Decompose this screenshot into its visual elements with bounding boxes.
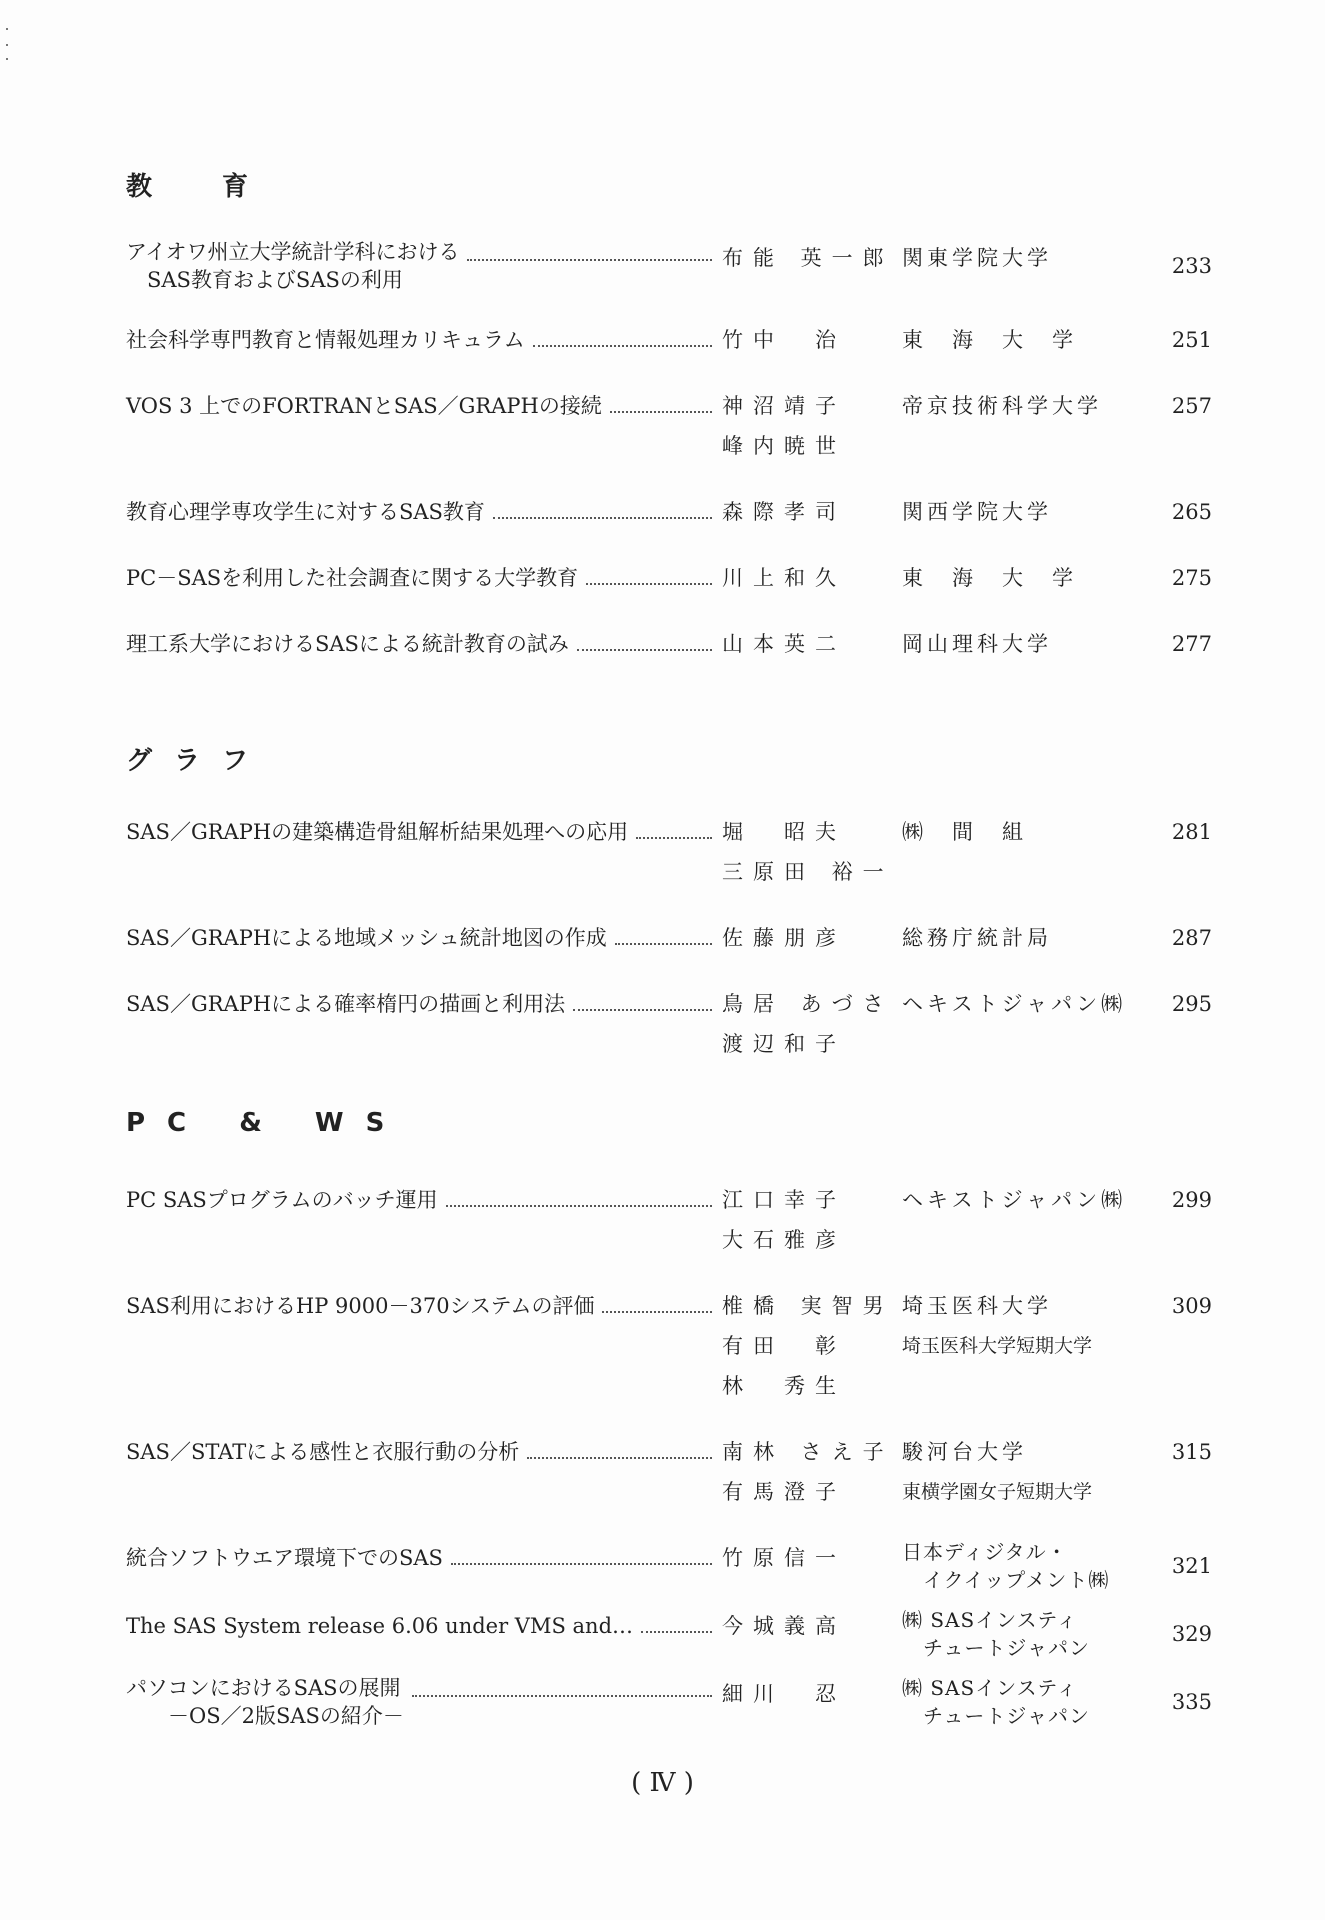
toc-entry [126,320,1216,360]
toc-entry [126,558,1216,598]
entry-authors [722,492,902,532]
dot-leader [446,1205,712,1207]
dot-leader [577,649,712,651]
entry-title-column [126,1606,722,1646]
entry-authors [722,1538,902,1578]
entry-title: VOS 3 上でのFORTRANとSAS／GRAPHの接続 [126,394,602,418]
author-name: 堀 昭夫 [722,820,846,844]
author-name: 川上和久 [722,566,846,590]
entry-affiliation [902,918,1142,958]
entry-affiliation [902,1432,1142,1512]
entry-title-column [126,918,722,958]
entry-title: SAS利用におけるHP 9000－370システムの評価 [126,1294,595,1318]
entry-affiliation [902,624,1142,664]
page-number: 281 [1171,820,1212,844]
author-name: 三原田 裕一 [722,860,894,884]
entry-affiliation [902,812,1142,852]
affiliation-line: 総務庁統計局 [902,926,1052,950]
toc-entry [126,984,1216,1064]
toc-entry [126,624,1216,664]
affiliation-line: ヘキストジャパン㈱ [902,992,1127,1016]
dot-leader [467,259,712,261]
entry-authors [722,1674,902,1714]
toc-entry [126,1674,1216,1730]
entry-title-column [126,1432,722,1472]
affiliation-line: 東横学園女子短期大学 [902,1481,1093,1503]
affiliation-line: イクイップメント㈱ [902,1568,1110,1592]
page-number: 329 [1171,1622,1212,1646]
entry-title-column [126,624,722,664]
affiliation-line: チュートジャパン [902,1704,1090,1728]
author-name: 今城義高 [722,1614,846,1638]
affiliation-line: 埼玉医科大学短期大学 [902,1335,1093,1357]
author-name: 森際孝司 [722,500,846,524]
entry-authors [722,624,902,664]
author-name: 峰内暁世 [722,434,846,458]
entry-authors [722,984,902,1064]
page-number: 265 [1171,500,1212,524]
entry-authors [722,320,902,360]
dot-leader [527,1457,712,1459]
entry-title: The SAS System release 6.06 under VMS and… [126,1614,634,1638]
entry-title: アイオワ州立大学統計学科における [126,240,460,264]
toc-entry [126,1606,1216,1662]
author-name: 細川 忍 [722,1682,846,1706]
author-name: 有馬澄子 [722,1480,846,1504]
affiliation-line: 東 海 大 学 [902,566,1077,590]
page-number: 315 [1171,1440,1212,1464]
toc-entry [126,492,1216,532]
dot-leader [610,411,712,413]
section-graph [126,740,1216,1090]
section-pc-ws [126,1108,1216,1742]
page-number: 309 [1171,1294,1212,1318]
affiliation-line: 関西学院大学 [902,500,1052,524]
entry-affiliation [902,1286,1142,1366]
entry-affiliation [902,320,1142,360]
dot-leader [573,1009,712,1011]
entry-title: PC SASプログラムのバッチ運用 [126,1188,438,1212]
entry-affiliation [902,1674,1142,1730]
dot-leader [641,1631,712,1633]
dot-leader [533,345,712,347]
entry-title: 理工系大学におけるSASによる統計教育の試み [126,632,569,656]
entry-title: PC－SASを利用した社会調査に関する大学教育 [126,566,579,590]
affiliation-line: 駿河台大学 [902,1440,1027,1464]
entry-affiliation [902,984,1142,1024]
dot-leader [412,1695,712,1697]
entry-affiliation [902,386,1142,426]
page-number: 277 [1171,632,1212,656]
page-number: 233 [1171,254,1212,278]
dot-leader [586,583,712,585]
page-number: 321 [1171,1554,1212,1578]
affiliation-line: ヘキストジャパン㈱ [902,1188,1127,1212]
section-title: 教 育 [126,172,271,202]
scan-mark [6,28,8,30]
entry-authors [722,238,902,278]
entry-title-column [126,320,722,360]
author-name: 有田 彰 [722,1334,846,1358]
scan-mark [6,44,8,46]
entry-title: パソコンにおけるSASの展開 [126,1676,401,1700]
entry-title: SAS／GRAPHの建築構造骨組解析結果処理への応用 [126,820,629,844]
toc-entry [126,386,1216,466]
entry-title: SAS／GRAPHによる地域メッシュ統計地図の作成 [126,926,607,950]
entry-affiliation [902,1538,1142,1594]
affiliation-line: ㈱ SASインスティ [902,1676,1078,1700]
affiliation-line: ㈱ SASインスティ [902,1608,1078,1632]
page-number: 257 [1171,394,1212,418]
entry-title: 統合ソフトウエア環境下でのSAS [126,1546,443,1570]
page-number-footer: ( Ⅳ ) [631,1768,694,1798]
author-name: 神沼靖子 [722,394,846,418]
author-name: 江口幸子 [722,1188,846,1212]
entry-title: SAS／STATによる感性と衣服行動の分析 [126,1440,520,1464]
section-title: PC & WS [126,1108,407,1138]
page-number: 299 [1171,1188,1212,1212]
entry-title-column [126,1180,722,1220]
entry-title-column [126,984,722,1024]
affiliation-line: 岡山理科大学 [902,632,1052,656]
entry-title-column [126,492,722,532]
entry-affiliation [902,558,1142,598]
affiliation-line: 関東学院大学 [902,246,1052,270]
entry-authors [722,1180,902,1260]
entry-authors [722,1286,902,1406]
author-name: 椎橋 実智男 [722,1294,894,1318]
entry-title-column [126,812,722,852]
entry-title: SAS／GRAPHによる確率楕円の描画と利用法 [126,992,566,1016]
scan-mark [6,58,8,60]
affiliation-line: 東 海 大 学 [902,328,1077,352]
entry-authors [722,812,902,892]
entry-authors [722,558,902,598]
author-name: 竹中 治 [722,328,846,352]
entry-title-column [126,1674,722,1730]
toc-entry [126,1286,1216,1406]
entry-authors [722,1432,902,1512]
affiliation-line: 埼玉医科大学 [902,1294,1052,1318]
author-name: 竹原信一 [722,1546,846,1570]
affiliation-line: 日本ディジタル・ [902,1540,1068,1564]
author-name: 渡辺和子 [722,1032,846,1056]
entry-authors [722,386,902,466]
entry-title-column [126,386,722,426]
dot-leader [615,943,712,945]
entry-authors [722,1606,902,1646]
entry-title-column [126,558,722,598]
entry-title-continuation: －OS／2版SASの紹介－ [126,1704,404,1728]
section-title: グラフ [126,746,271,776]
author-name: 鳥居 あづさ [722,992,894,1016]
author-name: 布能 英一郎 [722,246,894,270]
page-number: 275 [1171,566,1212,590]
toc-entry [126,238,1216,294]
author-name: 南林 さえ子 [722,1440,894,1464]
affiliation-line: 帝京技術科学大学 [902,394,1102,418]
dot-leader [451,1563,712,1565]
entry-affiliation [902,1606,1142,1662]
entry-authors [722,918,902,958]
author-name: 大石雅彦 [722,1228,846,1252]
page-number: 295 [1171,992,1212,1016]
affiliation-line: ㈱ 間 組 [902,820,1027,844]
entry-affiliation [902,1180,1142,1220]
entry-affiliation [902,238,1142,278]
entry-title: 教育心理学専攻学生に対するSAS教育 [126,500,485,524]
entry-affiliation [902,492,1142,532]
page-number: 335 [1171,1690,1212,1714]
author-name: 山本英二 [722,632,846,656]
dot-leader [602,1311,712,1313]
page-number: 287 [1171,926,1212,950]
affiliation-line: チュートジャパン [902,1636,1090,1660]
dot-leader [493,517,712,519]
page-number: 251 [1171,328,1212,352]
author-name: 林 秀生 [722,1374,846,1398]
dot-leader [636,837,712,839]
toc-entry [126,1180,1216,1260]
author-name: 佐藤朋彦 [722,926,846,950]
entry-title-column [126,1538,722,1578]
entry-title-column [126,1286,722,1326]
toc-entry [126,918,1216,958]
entry-title: 社会科学専門教育と情報処理カリキュラム [126,328,525,352]
toc-entry [126,1538,1216,1594]
toc-entry [126,1432,1216,1512]
toc-entry [126,812,1216,892]
entry-title-continuation: SAS教育およびSASの利用 [126,268,403,292]
entry-title-column [126,238,722,294]
section-education [126,166,1216,690]
